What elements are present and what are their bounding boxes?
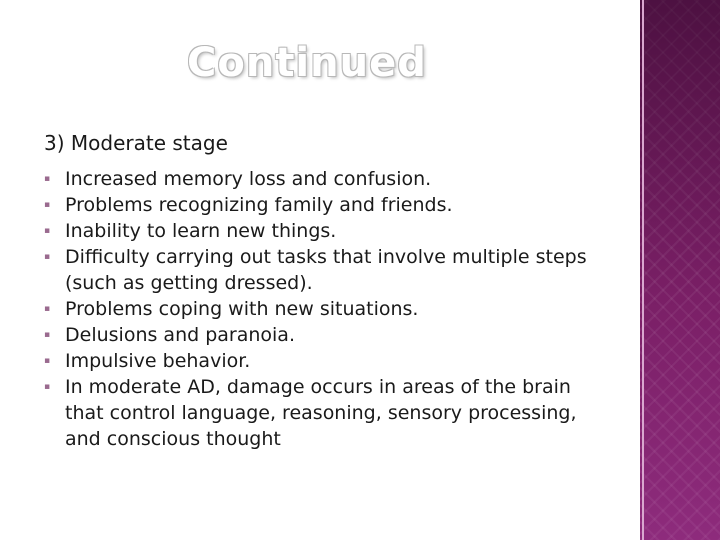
bullet-icon: ▪ xyxy=(44,252,51,262)
bullet-text: Problems coping with new situations. xyxy=(65,298,419,320)
bullet-icon: ▪ xyxy=(44,200,51,210)
bullet-icon: ▪ xyxy=(44,226,51,236)
bullet-item xyxy=(44,296,614,322)
bullet-list xyxy=(44,166,614,452)
section-heading: 3) Moderate stage xyxy=(44,131,228,155)
bullet-text: Problems recognizing family and friends. xyxy=(65,194,453,216)
bullet-icon: ▪ xyxy=(44,356,51,366)
slide-title: Continued xyxy=(187,40,427,86)
bullet-item xyxy=(44,374,614,452)
bullet-item xyxy=(44,218,614,244)
bullet-item xyxy=(44,192,614,218)
bullet-icon: ▪ xyxy=(44,382,51,392)
bullet-text: In moderate AD, damage occurs in areas of the brain that control language, reasoning, sensory processing, and conscious thought xyxy=(65,376,577,450)
side-band-divider xyxy=(642,0,644,540)
bullet-icon: ▪ xyxy=(44,330,51,340)
bullet-text: Impulsive behavior. xyxy=(65,350,251,372)
bullet-item xyxy=(44,322,614,348)
bullet-text: Difficulty carrying out tasks that involve multiple steps (such as getting dressed). xyxy=(65,246,587,294)
bullet-icon: ▪ xyxy=(44,174,51,184)
bullet-text: Inability to learn new things. xyxy=(65,220,337,242)
bullet-text: Delusions and paranoia. xyxy=(65,324,295,346)
bullet-text: Increased memory loss and confusion. xyxy=(65,168,432,190)
bullet-item xyxy=(44,166,614,192)
bullet-item xyxy=(44,348,614,374)
bullet-item xyxy=(44,244,614,296)
bullet-icon: ▪ xyxy=(44,304,51,314)
decorative-side-band xyxy=(640,0,720,540)
